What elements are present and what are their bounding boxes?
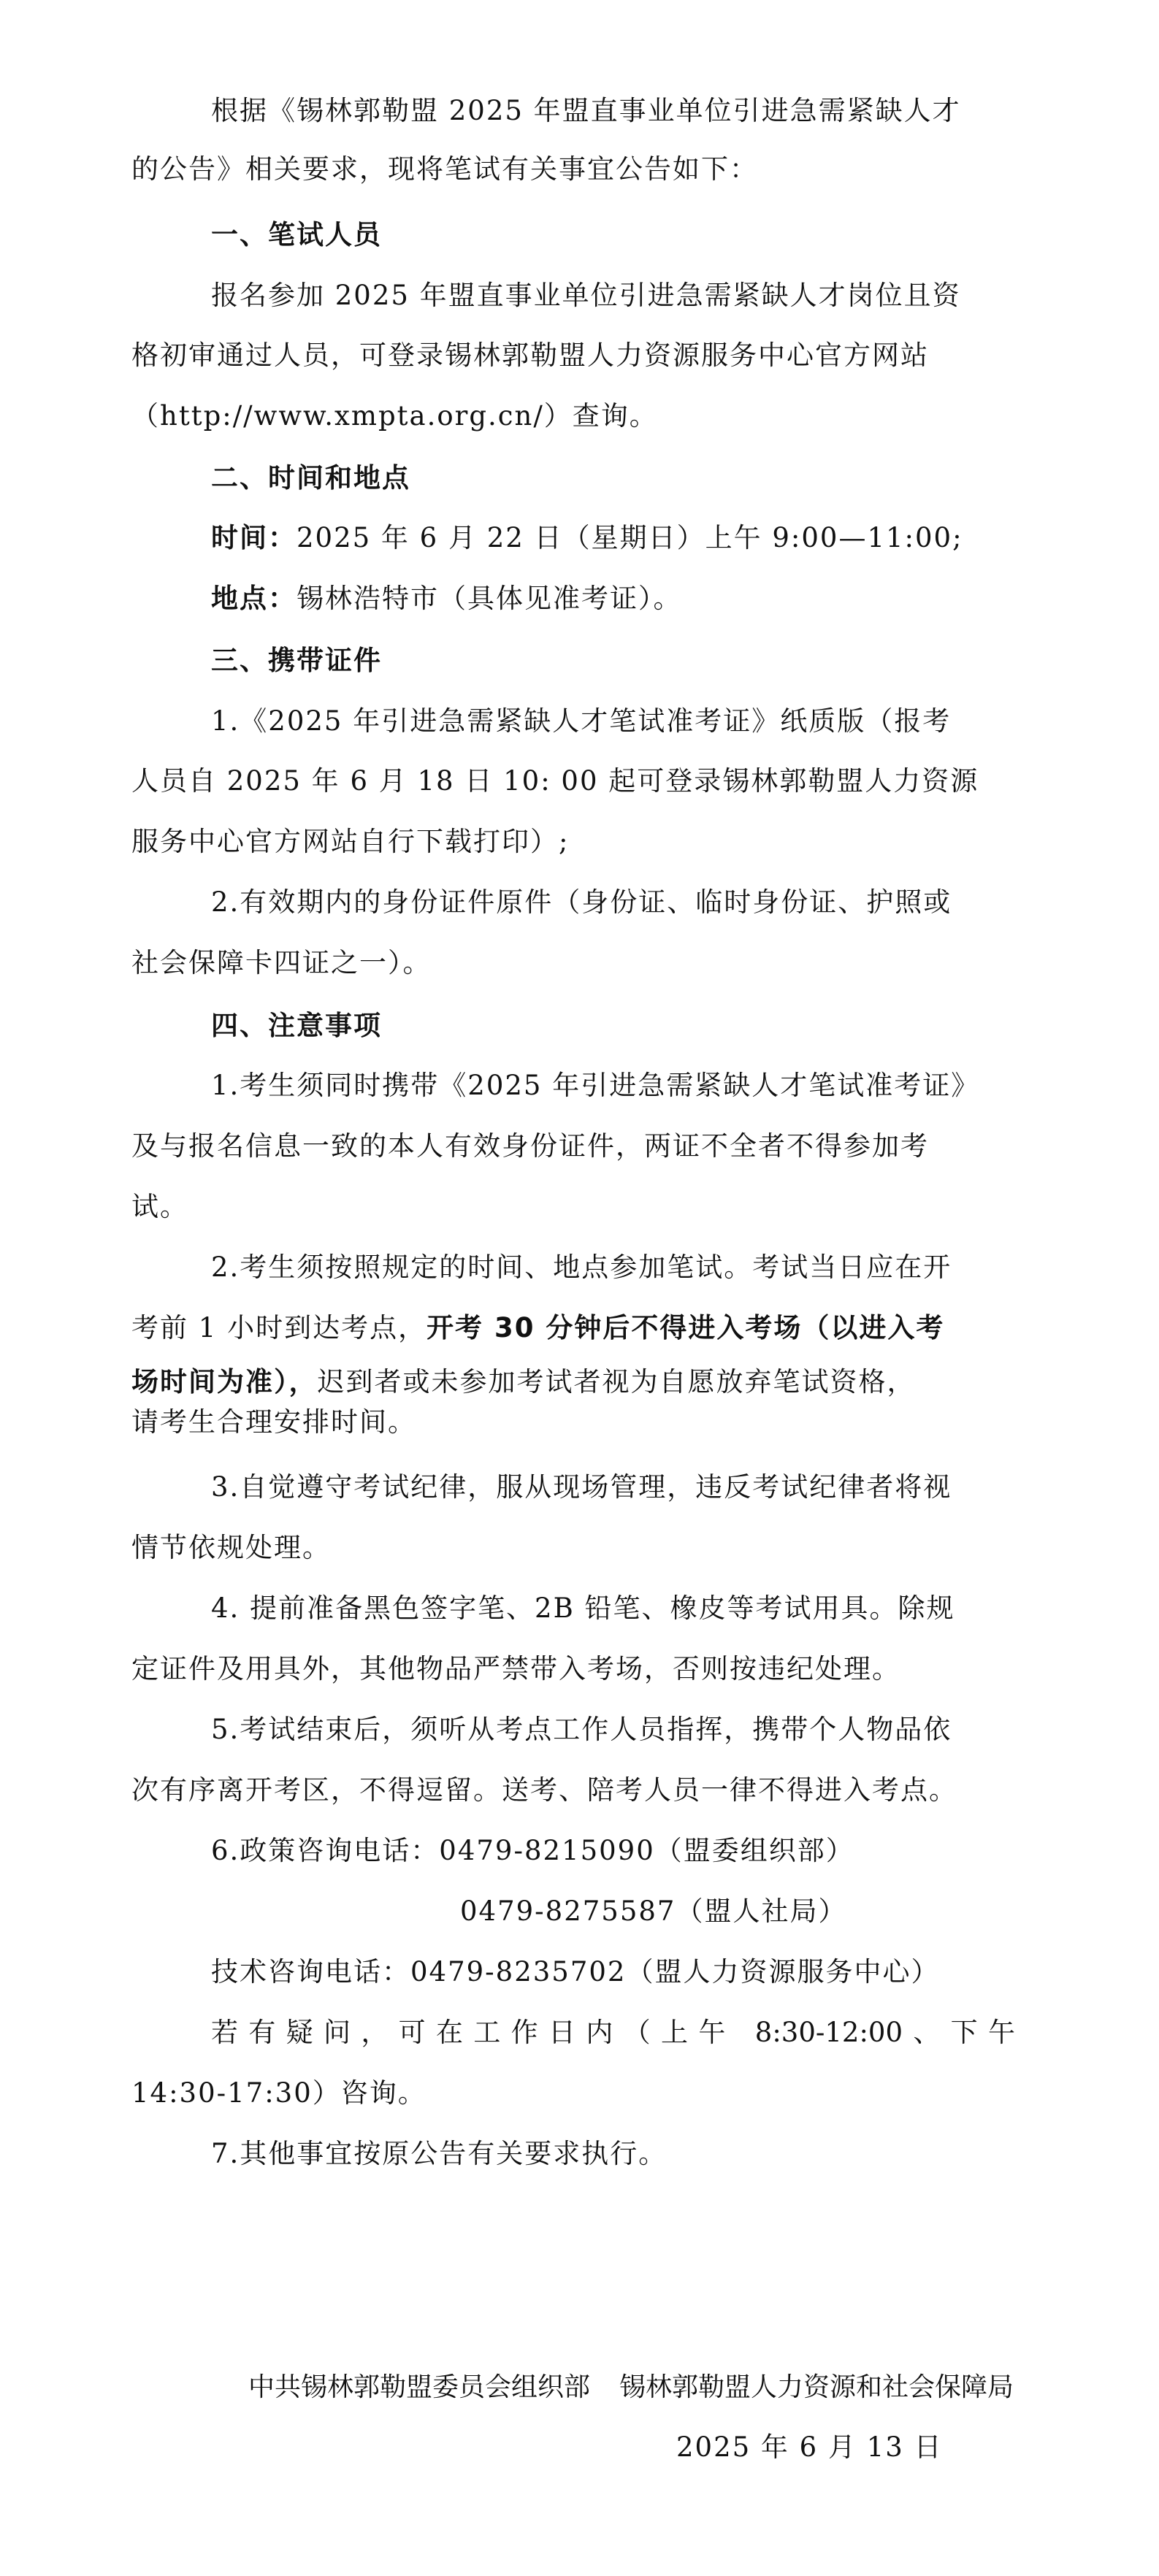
section-1-line-2: 格初审通过人员，可登录锡林郭勒盟人力资源服务中心官方网站 — [131, 340, 929, 371]
section-4-item-3-line-1: 3.自觉遵守考试纪律，服从现场管理，违反考试纪律者将视 — [211, 1471, 952, 1503]
time-row — [211, 520, 1087, 556]
item-2-emphasis-part-1: 开考 30 分钟后不得进入考场（以进入考 — [427, 1312, 945, 1343]
section-4-item-2-line-3 — [131, 1364, 1008, 1400]
section-4-heading: 四、注意事项 — [211, 1010, 382, 1041]
issuing-organizations — [248, 2369, 1052, 2406]
section-4-item-1-line-3: 试。 — [131, 1191, 188, 1222]
section-4-item-7-line-1: 7.其他事宜按原公告有关要求执行。 — [211, 2138, 668, 2169]
tech-phone-line: 技术咨询电话：0479-8235702（盟人力资源服务中心） — [211, 1956, 940, 1987]
time-value: 2025 年 6 月 22 日（星期日）上午 9:00—11:00; — [297, 522, 963, 553]
time-label: 时间： — [211, 522, 297, 553]
section-4-item-2-line-4: 请考生合理安排时间。 — [131, 1406, 416, 1438]
section-4-item-4-line-1: 4. 提前准备黑色签字笔、2B 铅笔、橡皮等考试用具。除规 — [211, 1592, 955, 1624]
section-4-item-4-line-2: 定证件及用具外，其他物品严禁带入考场，否则按违纪处理。 — [131, 1653, 900, 1684]
policy-phone-line: 6.政策咨询电话：0479-8215090（盟委组织部） — [211, 1835, 854, 1866]
section-4-item-5-line-2: 次有序离开考区，不得逗留。送考、陪考人员一律不得进入考点。 — [131, 1774, 957, 1806]
issuer-organization-dept: 中共锡林郭勒盟委员会组织部 — [248, 2372, 591, 2402]
place-row — [211, 580, 1087, 617]
item-2-emphasis-part-2: 场时间为准）， — [131, 1366, 318, 1398]
section-3-item-1-line-2: 人员自 2025 年 6 月 18 日 10: 00 起可登录锡林郭勒盟人力资源 — [131, 765, 979, 797]
issuer-hr-bureau: 锡林郭勒盟人力资源和社会保障局 — [619, 2372, 1014, 2402]
section-1-line-3: （http://www.xmpta.org.cn/）查询。 — [131, 400, 658, 432]
item-2-line-3-text: 迟到者或未参加考试者视为自愿放弃笔试资格， — [317, 1366, 916, 1398]
section-1-heading: 一、笔试人员 — [211, 219, 382, 250]
section-3-heading: 三、携带证件 — [211, 645, 382, 676]
place-label: 地点： — [211, 583, 297, 614]
section-4-item-3-line-2: 情节依规处理。 — [131, 1532, 331, 1563]
section-3-item-1-line-3: 服务中心官方网站自行下载打印）; — [131, 826, 570, 857]
policy-phone-line-2: 0479-8275587（盟人社局） — [460, 1895, 847, 1927]
place-value: 锡林浩特市（具体见准考证）。 — [297, 583, 682, 614]
section-3-item-1-line-1: 1.《2025 年引进急需紧缺人才笔试准考证》纸质版（报考 — [211, 705, 952, 737]
section-4-item-2-line-2 — [131, 1310, 1008, 1346]
intro-line-1: 根据《锡林郭勒盟 2025 年盟直事业单位引进急需紧缺人才 — [211, 95, 961, 126]
section-4-item-1-line-1: 1.考生须同时携带《2025 年引进急需紧缺人才笔试准考证》 — [211, 1070, 980, 1101]
section-4-item-5-line-1: 5.考试结束后，须听从考点工作人员指挥，携带个人物品依 — [211, 1714, 952, 1745]
intro-line-2: 的公告》相关要求，现将笔试有关事宜公告如下： — [131, 153, 758, 185]
issue-date: 2025 年 6 月 13 日 — [676, 2431, 943, 2463]
item-2-line-2-text: 考前 1 小时到达考点， — [131, 1312, 427, 1343]
enquiry-hours-line-1: 若有疑问，可在工作日内（上午 8:30-12:00、下午 — [211, 2017, 1015, 2048]
section-4-item-2-line-1: 2.考生须按照规定的时间、地点参加笔试。考试当日应在开 — [211, 1251, 952, 1283]
section-2-heading: 二、时间和地点 — [211, 462, 410, 494]
section-4-item-1-line-2: 及与报名信息一致的本人有效身份证件，两证不全者不得参加考 — [131, 1130, 929, 1162]
section-3-item-2-line-2: 社会保障卡四证之一）。 — [131, 947, 432, 978]
section-3-item-2-line-1: 2.有效期内的身份证件原件（身份证、临时身份证、护照或 — [211, 886, 952, 918]
section-1-line-1: 报名参加 2025 年盟直事业单位引进急需紧缺人才岗位且资 — [211, 280, 961, 311]
enquiry-hours-line-2: 14:30-17:30）咨询。 — [131, 2077, 427, 2109]
